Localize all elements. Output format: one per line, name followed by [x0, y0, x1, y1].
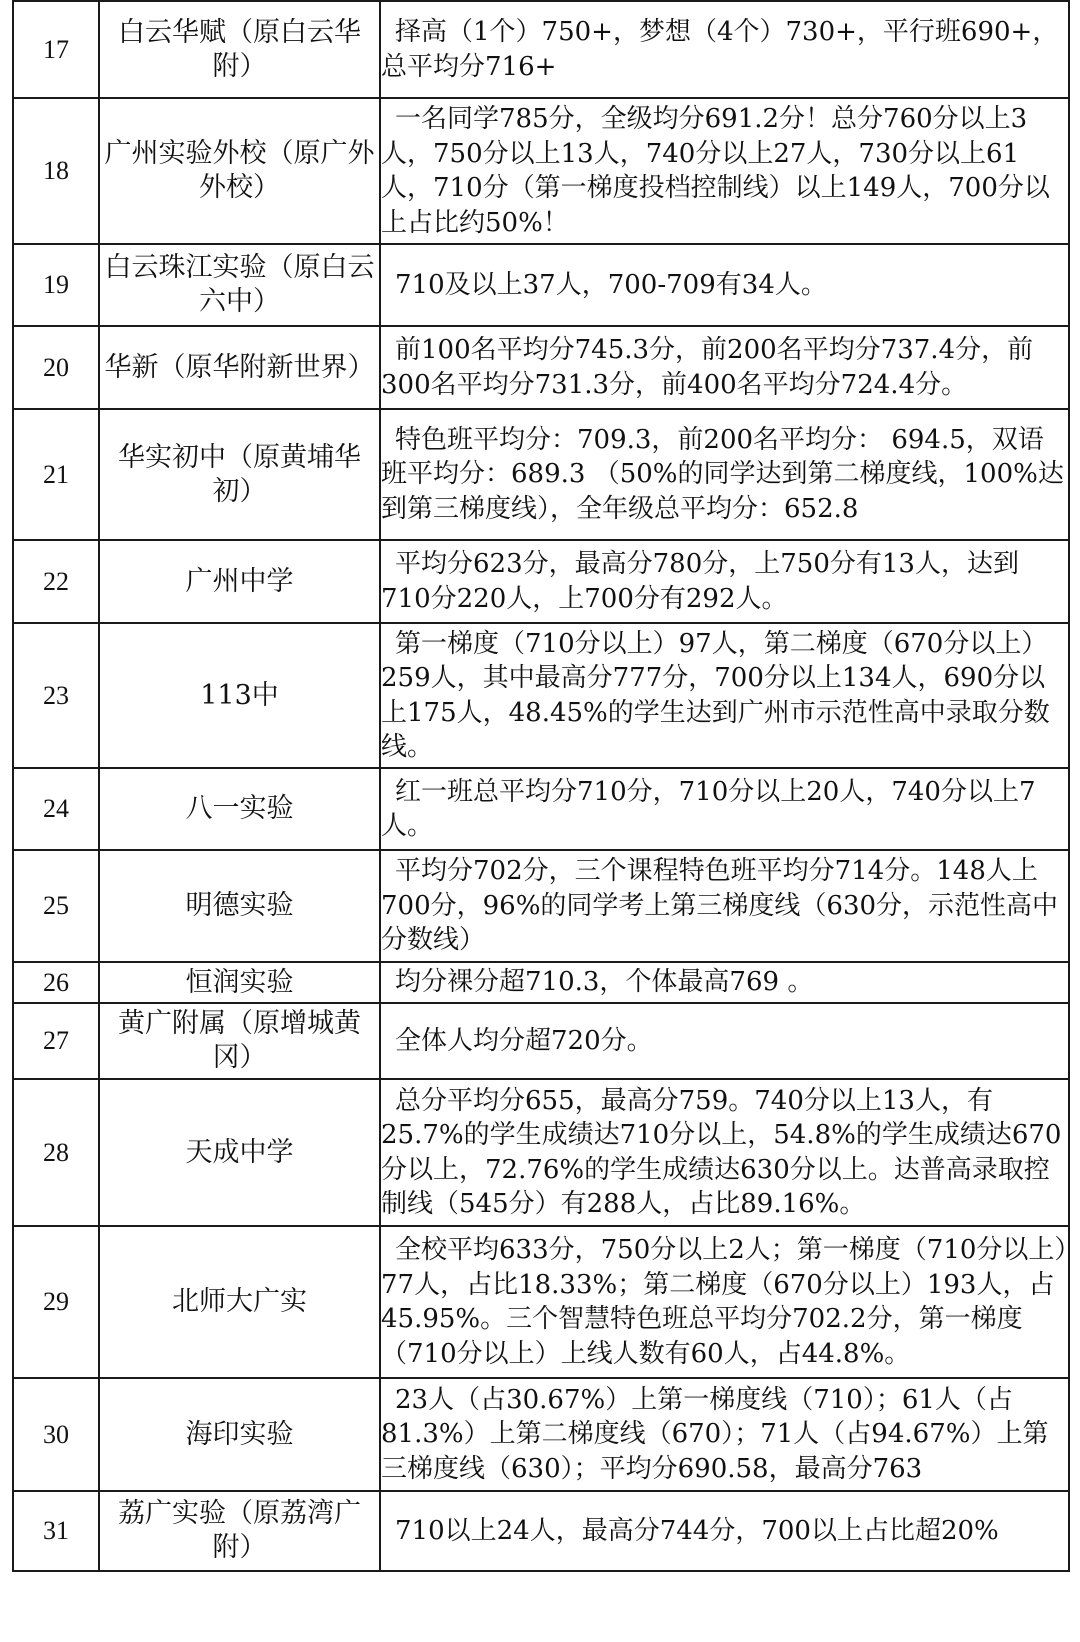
- score-detail: 23人（占30.67%）上第一梯度线（710）；61人（占81.3%）上第二梯度线（670）；71人（占94.67%）上第三梯度线（630）；平均分690.58，最高分763: [380, 1378, 1069, 1491]
- row-index: 29: [13, 1226, 99, 1378]
- score-detail: 红一班总平均分710分，710分以上20人，740分以上7人。: [380, 768, 1069, 850]
- school-name: 天成中学: [99, 1079, 380, 1226]
- school-score-table: [12, 0, 1070, 1572]
- table-row: [13, 540, 1069, 623]
- table-row: [13, 850, 1069, 962]
- school-name: 恒润实验: [99, 962, 380, 1003]
- school-name: 广州中学: [99, 540, 380, 623]
- table-row: [13, 1226, 1069, 1378]
- score-detail: 全校平均633分，750分以上2人；第一梯度（710分以上）77人，占比18.33%；第二梯度（670分以上）193人，占45.95%。三个智慧特色班总平均分702.2分，第一梯度（710分以上）上线人数有60人，占44.8%。: [380, 1226, 1069, 1378]
- table-row: [13, 409, 1069, 540]
- school-name: 北师大广实: [99, 1226, 380, 1378]
- row-index: 28: [13, 1079, 99, 1226]
- row-index: 20: [13, 326, 99, 409]
- school-name: 广州实验外校（原广外外校）: [99, 98, 380, 244]
- score-detail: 平均分702分，三个课程特色班平均分714分。148人上700分，96%的同学考上第三梯度线（630分，示范性高中分数线）: [380, 850, 1069, 962]
- row-index: 17: [13, 1, 99, 98]
- score-detail: 第一梯度（710分以上）97人，第二梯度（670分以上）259人，其中最高分777分，700分以上134人，690分以上175人，48.45%的学生达到广州市示范性高中录取分数线。: [380, 623, 1069, 768]
- table-row: [13, 98, 1069, 244]
- table-row: [13, 244, 1069, 326]
- score-detail: 前100名平均分745.3分，前200名平均分737.4分，前300名平均分731.3分，前400名平均分724.4分。: [380, 326, 1069, 409]
- row-index: 31: [13, 1491, 99, 1571]
- table-row: [13, 768, 1069, 850]
- score-detail: 平均分623分，最高分780分，上750分有13人，达到710分220人，上700分有292人。: [380, 540, 1069, 623]
- table-row: [13, 1003, 1069, 1079]
- school-name: 113中: [99, 623, 380, 768]
- school-name: 白云珠江实验（原白云六中）: [99, 244, 380, 326]
- school-name: 海印实验: [99, 1378, 380, 1491]
- score-detail: 710及以上37人，700-709有34人。: [380, 244, 1069, 326]
- row-index: 24: [13, 768, 99, 850]
- school-name: 明德实验: [99, 850, 380, 962]
- row-index: 26: [13, 962, 99, 1003]
- table-row: [13, 1378, 1069, 1491]
- row-index: 22: [13, 540, 99, 623]
- school-name: 华实初中（原黄埔华初）: [99, 409, 380, 540]
- table-row: [13, 1, 1069, 98]
- score-detail: 总分平均分655，最高分759。740分以上13人，有25.7%的学生成绩达710分以上，54.8%的学生成绩达670分以上，72.76%的学生成绩达630分以上。达普高录取控制线（545分）有288人，占比89.16%。: [380, 1079, 1069, 1226]
- score-detail: 710以上24人，最高分744分，700以上占比超20%: [380, 1491, 1069, 1571]
- table-row: [13, 962, 1069, 1003]
- row-index: 23: [13, 623, 99, 768]
- table-row: [13, 623, 1069, 768]
- row-index: 27: [13, 1003, 99, 1079]
- row-index: 18: [13, 98, 99, 244]
- score-detail: 特色班平均分：709.3，前200名平均分： 694.5，双语班平均分：689.3 （50%的同学达到第二梯度线，100%达到第三梯度线），全年级总平均分：652.8: [380, 409, 1069, 540]
- school-name: 白云华赋（原白云华附）: [99, 1, 380, 98]
- row-index: 19: [13, 244, 99, 326]
- score-detail: 全体人均分超720分。: [380, 1003, 1069, 1079]
- score-detail: 均分裸分超710.3，个体最高769 。: [380, 962, 1069, 1003]
- school-name: 荔广实验（原荔湾广附）: [99, 1491, 380, 1571]
- score-detail: 择高（1个）750+，梦想（4个）730+，平行班690+，总平均分716+: [380, 1, 1069, 98]
- row-index: 30: [13, 1378, 99, 1491]
- document-page: [12, 0, 1068, 1642]
- row-index: 21: [13, 409, 99, 540]
- row-index: 25: [13, 850, 99, 962]
- table-row: [13, 326, 1069, 409]
- table-row: [13, 1491, 1069, 1571]
- score-detail: 一名同学785分，全级均分691.2分！总分760分以上3人，750分以上13人，740分以上27人，730分以上61人，710分（第一梯度投档控制线）以上149人，700分以上占比约50%！: [380, 98, 1069, 244]
- school-name: 八一实验: [99, 768, 380, 850]
- school-name: 华新（原华附新世界）: [99, 326, 380, 409]
- table-row: [13, 1079, 1069, 1226]
- school-name: 黄广附属（原增城黄冈）: [99, 1003, 380, 1079]
